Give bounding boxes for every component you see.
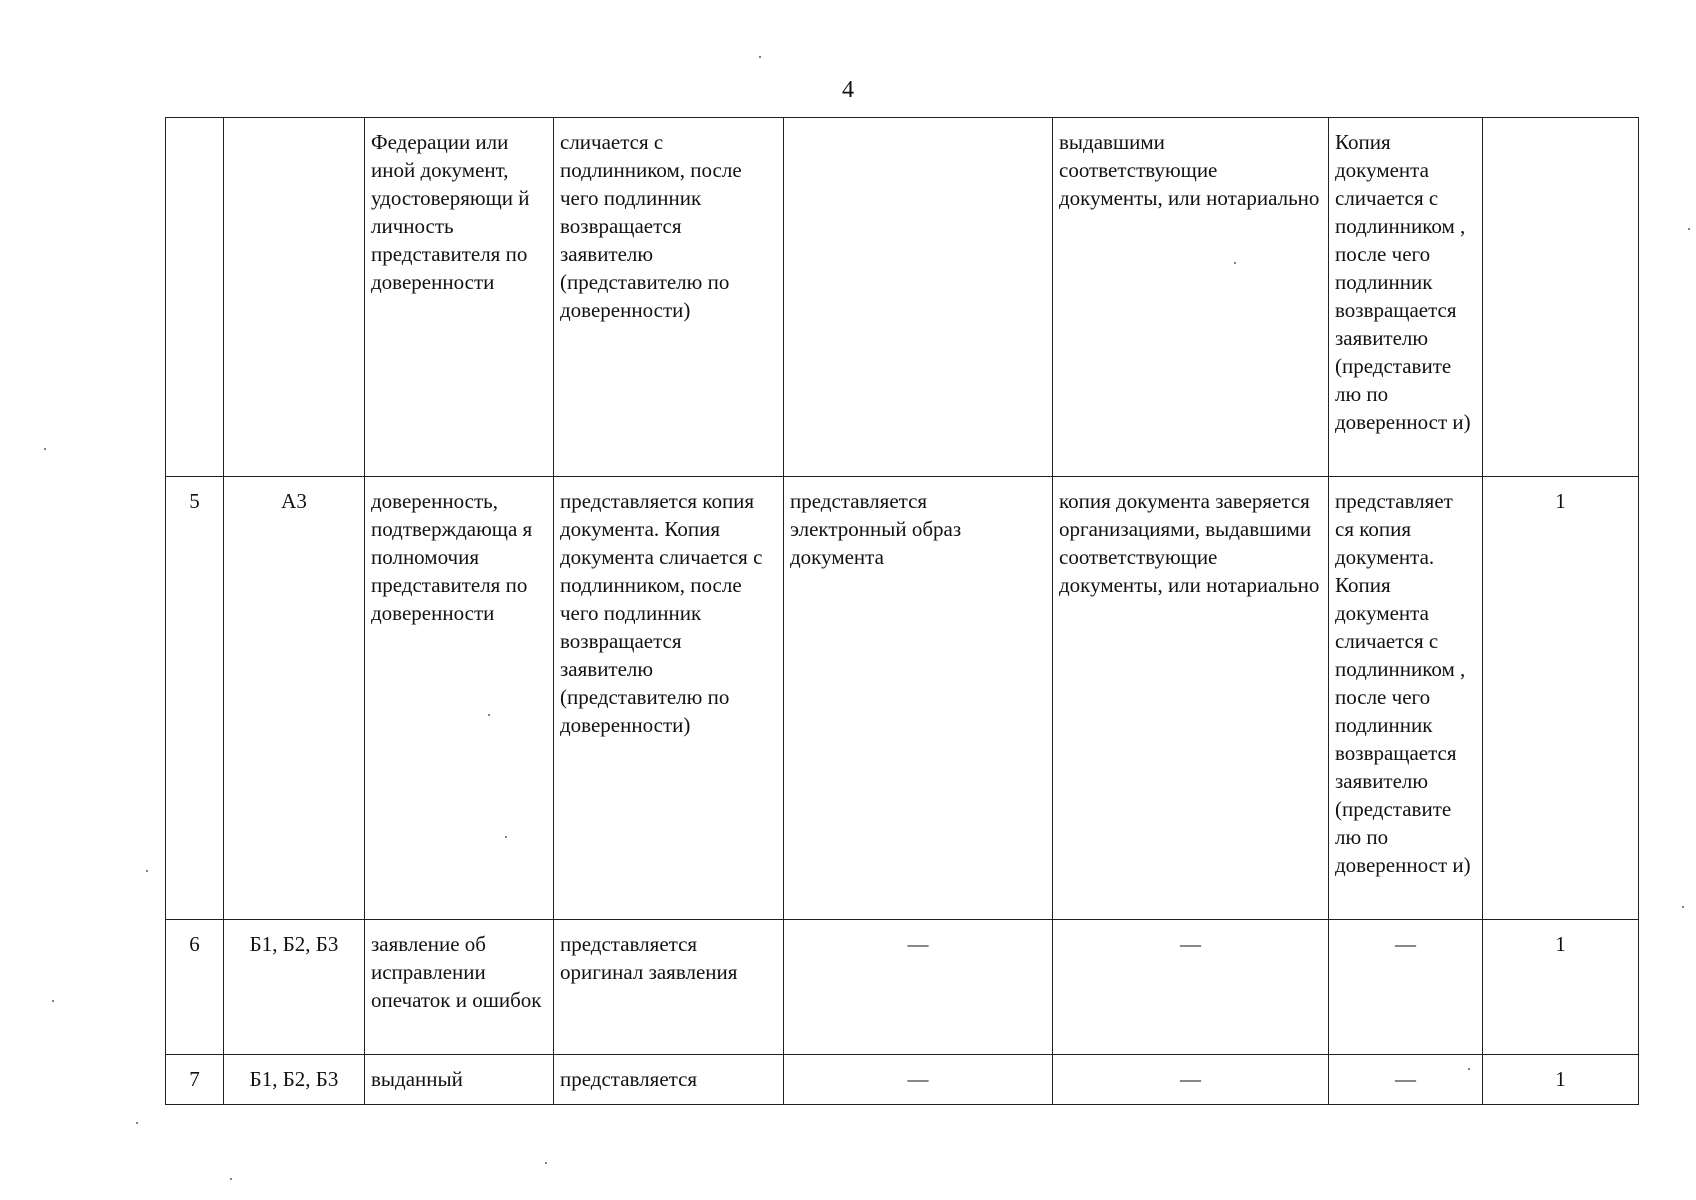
scan-speck — [136, 1122, 138, 1124]
mfc-procedure-cell: представляет ся копия документа. Копия документа сличается с подлинником , после чего подлинник возвращается заявителю (представите лю по доверенност и) — [1329, 477, 1483, 920]
scan-speck — [230, 1178, 232, 1180]
paper-submission-cell: сличается с подлинником, после чего подлинник возвращается заявителю (представителю по доверенности) — [554, 118, 784, 477]
electronic-submission-cell: — — [784, 1055, 1053, 1105]
scan-speck — [505, 836, 507, 838]
electronic-submission-cell: представляется электронный образ документа — [784, 477, 1053, 920]
table-row — [166, 1055, 1639, 1105]
document-name-cell: выданный — [365, 1055, 554, 1105]
electronic-submission-cell: — — [784, 920, 1053, 1055]
page-number: 4 — [842, 77, 854, 103]
scan-speck — [44, 448, 46, 450]
scan-speck — [759, 56, 761, 58]
paper-submission-cell: представляется оригинал заявления — [554, 920, 784, 1055]
category-code-cell: Б1, Б2, Б3 — [224, 920, 365, 1055]
document-count-cell — [1483, 118, 1639, 477]
scan-speck — [1234, 262, 1236, 264]
category-code-cell — [224, 118, 365, 477]
certification-cell: — — [1053, 920, 1329, 1055]
mfc-procedure-cell: Копия документа сличается с подлинником , после чего подлинник возвращается заявителю (представите лю по доверенност и) — [1329, 118, 1483, 477]
row-number-cell: 7 — [166, 1055, 224, 1105]
paper-submission-cell: представляется — [554, 1055, 784, 1105]
mfc-procedure-cell: — — [1329, 1055, 1483, 1105]
scan-speck — [1682, 906, 1684, 908]
certification-cell: копия документа заверяется организациями, выдавшими соответствующие документы, или нотариально — [1053, 477, 1329, 920]
table-row — [166, 118, 1639, 477]
category-code-cell: Б1, Б2, Б3 — [224, 1055, 365, 1105]
scan-speck — [1468, 1068, 1470, 1070]
document-name-cell: заявление об исправлении опечаток и ошибок — [365, 920, 554, 1055]
documents-table — [165, 117, 1639, 1105]
scan-speck — [146, 870, 148, 872]
certification-cell: выдавшими соответствующие документы, или нотариально — [1053, 118, 1329, 477]
table-row — [166, 920, 1639, 1055]
document-count-cell: 1 — [1483, 920, 1639, 1055]
scan-speck — [1688, 228, 1690, 230]
row-number-cell — [166, 118, 224, 477]
mfc-procedure-cell: — — [1329, 920, 1483, 1055]
document-count-cell: 1 — [1483, 477, 1639, 920]
scan-speck — [488, 714, 490, 716]
document-name-cell: Федерации или иной документ, удостоверяющи й личность представителя по доверенности — [365, 118, 554, 477]
electronic-submission-cell — [784, 118, 1053, 477]
certification-cell: — — [1053, 1055, 1329, 1105]
document-count-cell: 1 — [1483, 1055, 1639, 1105]
table-row — [166, 477, 1639, 920]
scan-speck — [545, 1162, 547, 1164]
paper-submission-cell: представляется копия документа. Копия документа сличается с подлинником, после чего подлинник возвращается заявителю (представителю по доверенности) — [554, 477, 784, 920]
category-code-cell: А3 — [224, 477, 365, 920]
document-name-cell: доверенность, подтверждающа я полномочия представителя по доверенности — [365, 477, 554, 920]
scan-speck — [52, 1000, 54, 1002]
row-number-cell: 5 — [166, 477, 224, 920]
row-number-cell: 6 — [166, 920, 224, 1055]
